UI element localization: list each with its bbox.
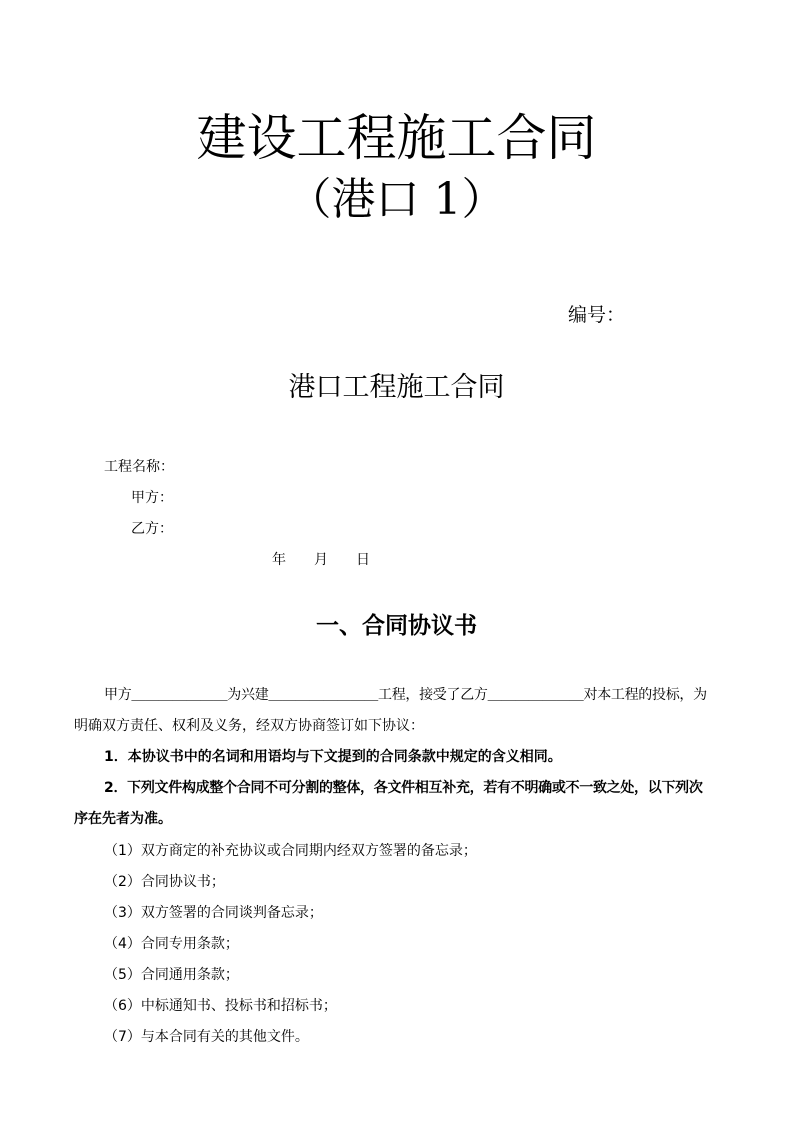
- contract-sub-title: （港口 1）: [287, 174, 506, 225]
- list-item: （1）双方商定的补充协议或合同期内经双方签署的备忘录；: [104, 843, 477, 859]
- intro-paragraph-line-1: 甲方＿＿＿＿＿＿＿为兴建＿＿＿＿＿＿＿＿工程，接受了乙方＿＿＿＿＿＿＿对本工程的投标，为: [104, 687, 707, 703]
- project-name-label: 工程名称：: [104, 459, 174, 475]
- list-item: （7）与本合同有关的其他文件。: [104, 1029, 309, 1045]
- list-item: （3）双方签署的合同谈判备忘录；: [104, 905, 323, 921]
- list-item: （4）合同专用条款；: [104, 936, 239, 952]
- clause-2-line-1: 2．下列文件构成整个合同不可分割的整体，各文件相互补充，若有不明确或不一致之处，以下列次: [104, 780, 703, 796]
- list-item: （5）合同通用条款；: [104, 967, 239, 983]
- list-item: （2）合同协议书；: [104, 874, 225, 890]
- clause-2-line-2: 序在先者为准。: [74, 811, 172, 827]
- clause-1: 1．本协议书中的名词和用语均与下文提到的合同条款中规定的含义相同。: [104, 749, 562, 765]
- party-b-label: 乙方：: [131, 521, 173, 537]
- party-a-label: 甲方：: [131, 490, 173, 506]
- intro-paragraph-line-2: 明确双方责任、权利及义务，经双方协商签订如下协议：: [74, 718, 424, 734]
- section-heading-agreement: 一、合同协议书: [316, 612, 477, 639]
- contract-number-label: 编号：: [568, 304, 626, 326]
- signing-date: 年 月 日: [272, 552, 370, 568]
- document-heading: 港口工程施工合同: [288, 372, 505, 403]
- list-item: （6）中标通知书、投标书和招标书；: [104, 998, 337, 1014]
- contract-main-title: 建设工程施工合同: [196, 109, 597, 167]
